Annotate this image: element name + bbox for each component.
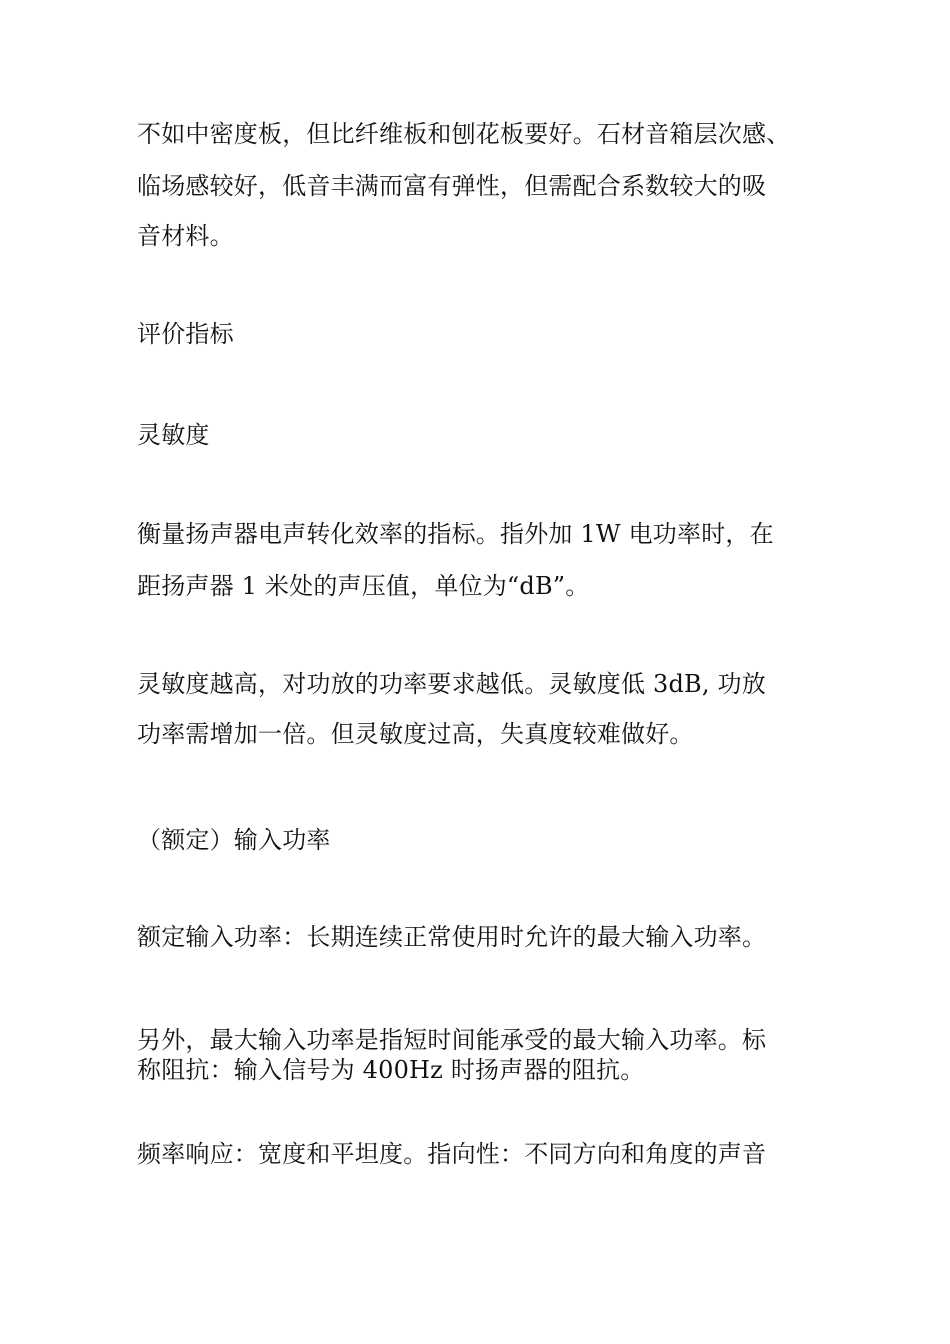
text-line: 另外，最大输入功率是指短时间能承受的最大输入功率。标 [137,1026,767,1054]
text-line: 频率响应：宽度和平坦度。指向性：不同方向和角度的声音 [137,1140,767,1168]
subsection-heading: 灵敏度 [137,421,210,449]
subsection-heading: （额定）输入功率 [137,826,331,854]
text-line: 音材料。 [137,222,234,250]
text-line: 称阻抗：输入信号为 400Hz 时扬声器的阻抗。 [137,1056,645,1084]
section-heading: 评价指标 [137,320,234,348]
text-line: 临场感较好，低音丰满而富有弹性，但需配合系数较大的吸 [137,172,767,200]
text-line: 衡量扬声器电声转化效率的指标。指外加 1W 电功率时，在 [137,520,774,548]
text-line: 距扬声器 1 米处的声压值，单位为“dB”。 [137,572,590,600]
text-line: 功率需增加一倍。但灵敏度过高，失真度较难做好。 [137,720,694,748]
text-line: 额定输入功率：长期连续正常使用时允许的最大输入功率。 [137,923,767,951]
text-line: 灵敏度越高，对功放的功率要求越低。灵敏度低 3dB, 功放 [137,670,766,698]
text-line: 不如中密度板，但比纤维板和刨花板要好。石材音箱层次感、 [137,120,791,148]
